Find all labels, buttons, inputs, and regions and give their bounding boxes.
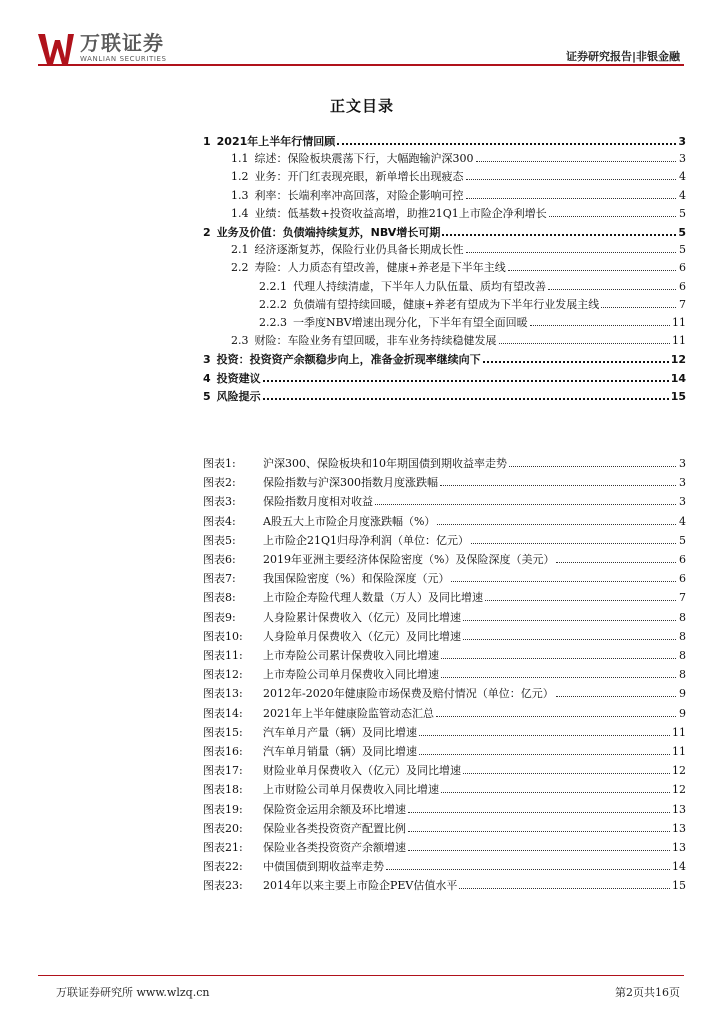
footer-divider	[38, 975, 684, 976]
toc-number: 2.2.3	[259, 316, 287, 329]
figure-entry[interactable]	[203, 780, 686, 798]
figure-label: 我国保险密度（%）和保险深度（元）	[263, 572, 450, 586]
figure-entry[interactable]	[203, 800, 686, 818]
dot-leader	[556, 550, 676, 563]
figure-number: 图表12:	[203, 668, 243, 682]
toc-entry[interactable]	[259, 277, 686, 295]
dot-leader	[408, 800, 670, 813]
figure-number: 图表14:	[203, 706, 243, 720]
dot-leader	[442, 222, 676, 236]
dot-leader	[549, 204, 676, 217]
toc-number: 2.2.2	[259, 297, 287, 311]
dot-leader	[459, 876, 670, 889]
figure-label: 人身险累计保费收入（亿元）及同比增速	[263, 610, 461, 624]
figure-page: 12	[672, 764, 686, 778]
figure-label: 汽车单月产量（辆）及同比增速	[263, 725, 417, 739]
dot-leader	[499, 331, 671, 344]
toc-page: 15	[670, 389, 686, 403]
figure-entry[interactable]	[203, 723, 686, 741]
toc-label: 业务：开门红表现亮眼，新单增长出现疲态	[254, 170, 464, 184]
figure-entry[interactable]	[203, 838, 686, 856]
figure-entry[interactable]	[203, 492, 686, 510]
dot-leader	[548, 277, 676, 290]
figure-page: 3	[679, 457, 686, 470]
figure-label: 上市财险公司单月保费收入同比增速	[263, 783, 439, 797]
dot-leader	[419, 742, 670, 755]
dot-leader	[408, 838, 670, 851]
figure-number: 图表9:	[203, 610, 236, 624]
toc-label: 风险提示	[216, 389, 261, 403]
figure-entry[interactable]	[203, 704, 686, 722]
figure-label: 保险指数与沪深300指数月度涨跌幅	[263, 476, 438, 490]
dot-leader	[509, 454, 676, 467]
figure-page: 6	[679, 572, 686, 586]
toc-page: 11	[672, 334, 686, 348]
toc-page: 3	[678, 135, 686, 148]
toc-page: 7	[679, 297, 686, 311]
toc-page: 4	[679, 170, 686, 184]
figure-entry[interactable]	[203, 646, 686, 664]
dot-leader	[263, 368, 669, 382]
dot-leader	[466, 240, 677, 253]
figure-page: 8	[679, 649, 686, 662]
figure-label: 保险指数月度相对收益	[263, 495, 373, 509]
dot-leader	[463, 627, 676, 640]
dot-leader	[408, 819, 670, 832]
figure-number: 图表5:	[203, 533, 236, 547]
toc-number: 1	[203, 135, 211, 148]
toc-page: 6	[679, 279, 686, 293]
figure-page: 4	[679, 514, 686, 528]
toc-entry[interactable]	[203, 368, 686, 386]
dot-leader	[451, 569, 676, 582]
figure-entry[interactable]	[203, 531, 686, 549]
dot-leader	[437, 512, 676, 525]
figure-page: 8	[679, 629, 686, 643]
footer-source: 万联证券研究所 www.wlzq.cn	[56, 986, 210, 999]
toc-entry[interactable]	[259, 295, 686, 313]
dot-leader	[476, 149, 677, 162]
dot-leader	[441, 780, 670, 793]
figure-label: A股五大上市险企月度涨跌幅（%）	[263, 514, 436, 528]
figure-number: 图表6:	[203, 553, 236, 566]
figure-number: 图表2:	[203, 476, 236, 490]
figure-entry[interactable]	[203, 588, 686, 606]
figure-number: 图表16:	[203, 745, 243, 758]
page-number: 第2页共16页	[615, 986, 680, 999]
figure-entry[interactable]	[203, 684, 686, 702]
dot-leader	[556, 684, 676, 697]
toc-number: 1.3	[231, 188, 249, 202]
figure-page: 13	[672, 821, 686, 835]
toc-number: 1.2	[231, 170, 249, 184]
company-logo	[38, 32, 167, 68]
figure-entry[interactable]	[203, 608, 686, 626]
figure-page: 15	[672, 879, 686, 893]
figure-page: 9	[679, 687, 686, 701]
figure-label: 上市险企21Q1归母净利润（单位：亿元）	[263, 533, 470, 547]
figure-label: 人身险单月保费收入（亿元）及同比增速	[263, 629, 461, 643]
figure-number: 图表1:	[203, 457, 236, 470]
figure-page: 6	[679, 553, 686, 566]
dot-leader	[263, 386, 669, 400]
toc-label: 一季度NBV增速出现分化，下半年有望全面回暖	[293, 316, 528, 329]
figure-page: 11	[672, 745, 686, 758]
figure-entry[interactable]	[203, 550, 686, 568]
figure-page: 13	[672, 802, 686, 816]
toc-label: 综述：保险板块震荡下行，大幅跑输沪深300	[254, 152, 474, 166]
figure-entry[interactable]	[203, 819, 686, 837]
dot-leader	[419, 723, 670, 736]
figure-number: 图表21:	[203, 841, 243, 854]
toc-page: 14	[670, 371, 686, 385]
toc-page: 3	[679, 152, 686, 166]
figure-label: 2014年以来主要上市险企PEV估值水平	[263, 879, 458, 893]
toc-number: 5	[203, 389, 211, 403]
figure-number: 图表18:	[203, 783, 243, 797]
figure-page: 8	[679, 610, 686, 624]
toc-label: 业绩：低基数+投资收益高增，助推21Q1上市险企净利增长	[254, 206, 547, 220]
toc-page: 12	[670, 353, 686, 367]
toc-page: 5	[679, 206, 686, 220]
figure-page: 5	[679, 533, 686, 547]
dot-leader	[375, 492, 676, 505]
figure-entry[interactable]	[203, 742, 686, 760]
figure-entry[interactable]	[203, 665, 686, 683]
figure-page: 14	[672, 860, 686, 874]
figure-entry[interactable]	[203, 512, 686, 530]
toc-number: 1.1	[231, 152, 249, 166]
toc-number: 3	[203, 353, 211, 367]
figure-number: 图表4:	[203, 514, 236, 528]
figure-page: 9	[679, 706, 686, 720]
wanlian-logo-icon	[38, 32, 74, 66]
figure-label: 保险资金运用余额及环比增速	[263, 802, 406, 816]
figure-number: 图表17:	[203, 764, 243, 778]
dot-leader	[530, 313, 670, 326]
toc-label: 负债端有望持续回暖，健康+养老有望成为下半年行业发展主线	[293, 297, 600, 311]
toc-page: 6	[679, 261, 686, 275]
toc-entry[interactable]	[231, 258, 686, 276]
figure-number: 图表15:	[203, 725, 243, 739]
toc-number: 2.3	[231, 334, 249, 348]
toc-entry[interactable]	[231, 167, 686, 185]
header-divider	[38, 64, 684, 66]
figure-entry[interactable]	[203, 569, 686, 587]
dot-leader	[483, 349, 669, 363]
toc-entry[interactable]	[231, 204, 686, 222]
toc-page: 5	[679, 243, 686, 257]
toc-label: 投资：投资资产余额稳步向上，准备金折现率继续向下	[216, 353, 481, 367]
toc-page: 5	[678, 226, 686, 239]
report-category: 证券研究报告|非银金融	[565, 50, 680, 63]
toc-entry[interactable]	[259, 313, 686, 331]
toc-entry[interactable]	[231, 149, 686, 167]
toc-label: 利率：长端利率冲高回落，对险企影响可控	[254, 188, 464, 202]
toc-entry[interactable]	[231, 240, 686, 258]
figure-number: 图表10:	[203, 629, 243, 643]
toc-entry[interactable]	[231, 331, 686, 349]
figure-label: 沪深300、保险板块和10年期国债到期收益率走势	[263, 457, 507, 470]
figure-number: 图表22:	[203, 860, 243, 874]
figure-entry[interactable]	[203, 473, 686, 491]
toc-page: 4	[679, 188, 686, 202]
toc-page: 11	[672, 316, 686, 329]
toc-number: 2.2.1	[259, 279, 287, 293]
logo-en-text: WANLIAN SECURITIES	[80, 55, 167, 63]
toc-entry[interactable]	[203, 349, 686, 367]
toc-number: 2	[203, 226, 211, 239]
figure-label: 保险业各类投资资产余额增速	[263, 841, 406, 854]
dot-leader	[508, 258, 676, 271]
toc-number: 4	[203, 371, 211, 385]
figure-entry[interactable]	[203, 627, 686, 645]
toc-entry[interactable]	[203, 386, 686, 404]
figure-number: 图表19:	[203, 802, 243, 816]
toc-label: 代理人持续清虚，下半年人力队伍量、质均有望改善	[293, 279, 546, 293]
figure-number: 图表23:	[203, 879, 243, 893]
logo-cn-text: 万联证券	[80, 31, 164, 55]
dot-leader	[463, 761, 670, 774]
figure-number: 图表11:	[203, 649, 243, 662]
toc-entry[interactable]	[231, 186, 686, 204]
figure-entry[interactable]	[203, 857, 686, 875]
toc-label: 财险：车险业务有望回暖，非车业务持续稳健发展	[254, 334, 497, 348]
figure-number: 图表20:	[203, 821, 243, 835]
dot-leader	[601, 295, 676, 308]
figure-page: 13	[672, 841, 686, 854]
toc-label: 业务及价值：负债端持续复苏，NBV增长可期	[216, 226, 441, 239]
figure-entry[interactable]	[203, 454, 686, 472]
figure-number: 图表13:	[203, 687, 243, 701]
dot-leader	[485, 588, 676, 601]
figure-page: 7	[679, 591, 686, 605]
dot-leader	[441, 665, 676, 678]
figure-entry[interactable]	[203, 876, 686, 894]
page-title: 正文目录	[329, 97, 394, 115]
toc-label: 2021年上半年行情回顾	[216, 135, 336, 148]
dot-leader	[463, 608, 676, 621]
figure-label: 上市寿险公司单月保费收入同比增速	[263, 668, 439, 682]
figure-label: 财险业单月保费收入（亿元）及同比增速	[263, 764, 461, 778]
figure-label: 保险业各类投资资产配置比例	[263, 821, 406, 835]
dot-leader	[441, 646, 676, 659]
dot-leader	[386, 857, 670, 870]
toc-label: 投资建议	[216, 371, 261, 385]
figure-label: 2021年上半年健康险监管动态汇总	[263, 706, 434, 720]
figure-number: 图表8:	[203, 591, 236, 605]
toc-label: 经济逐渐复苏，保险行业仍具备长期成长性	[254, 243, 464, 257]
figure-page: 12	[672, 783, 686, 797]
dot-leader	[466, 186, 677, 199]
figure-page: 8	[679, 668, 686, 682]
dot-leader	[466, 167, 677, 180]
figure-number: 图表7:	[203, 572, 236, 586]
toc-entry[interactable]	[203, 131, 686, 149]
dot-leader	[436, 704, 676, 717]
figure-label: 上市险企寿险代理人数量（万人）及同比增速	[263, 591, 483, 605]
figure-entry[interactable]	[203, 761, 686, 779]
dot-leader	[337, 131, 676, 145]
toc-label: 寿险：人力质态有望改善，健康+养老是下半年主线	[254, 261, 506, 275]
figure-label: 2012年-2020年健康险市场保费及赔付情况（单位：亿元）	[263, 687, 554, 701]
figure-label: 中债国债到期收益率走势	[263, 860, 384, 874]
figure-page: 3	[679, 495, 686, 509]
figure-page: 3	[679, 476, 686, 490]
figure-page: 11	[672, 725, 686, 739]
figure-label: 2019年亚洲主要经济体保险密度（%）及保险深度（美元）	[263, 553, 555, 566]
dot-leader	[471, 531, 676, 544]
figure-label: 上市寿险公司累计保费收入同比增速	[263, 649, 439, 662]
toc-number: 1.4	[231, 206, 249, 220]
toc-number: 2.1	[231, 243, 249, 257]
dot-leader	[440, 473, 676, 486]
figure-label: 汽车单月销量（辆）及同比增速	[263, 745, 417, 758]
toc-entry[interactable]	[203, 222, 686, 240]
figure-number: 图表3:	[203, 495, 236, 509]
toc-number: 2.2	[231, 261, 249, 275]
